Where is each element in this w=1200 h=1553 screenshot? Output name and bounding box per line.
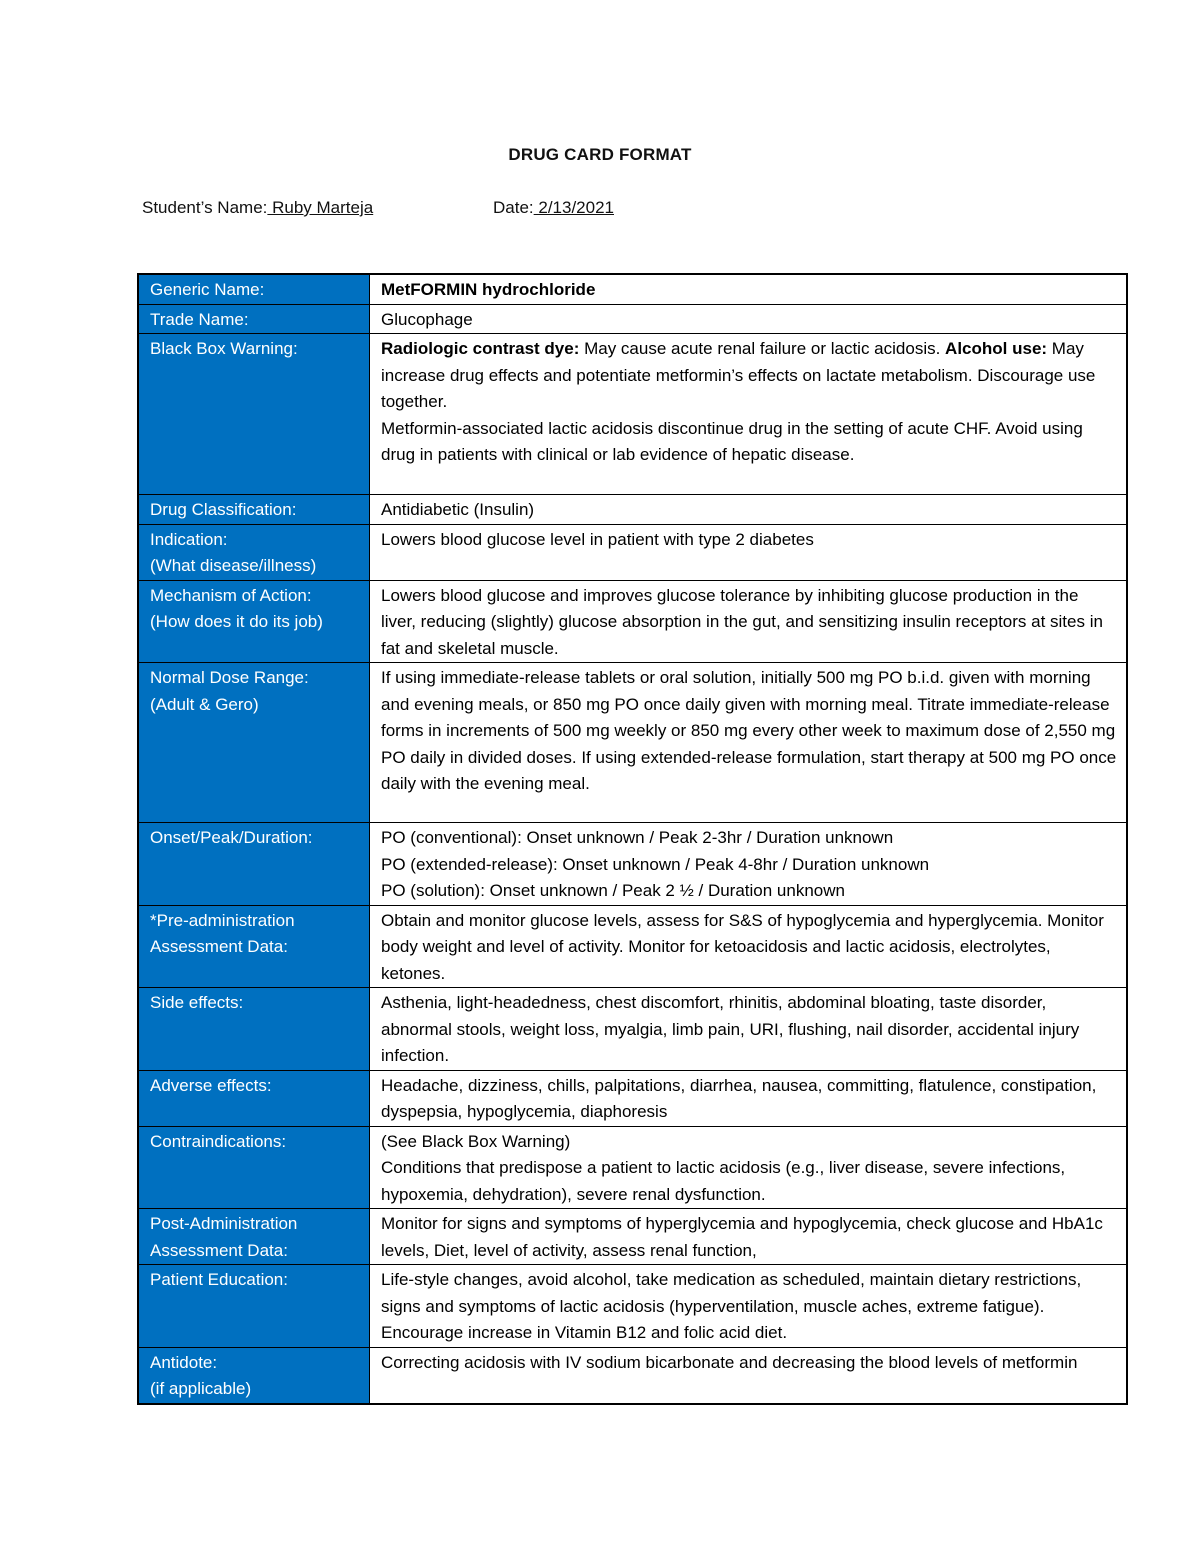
label-adverse-effects: Adverse effects: bbox=[138, 1070, 370, 1126]
row-mechanism-of-action bbox=[138, 580, 1127, 663]
label-generic-name: Generic Name: bbox=[138, 274, 370, 304]
row-post-administration bbox=[138, 1209, 1127, 1265]
student-info-line bbox=[142, 198, 614, 218]
label-black-box-warning: Black Box Warning: bbox=[138, 334, 370, 495]
value-drug-classification: Antidiabetic (Insulin) bbox=[370, 495, 1128, 525]
row-onset-peak-duration bbox=[138, 823, 1127, 906]
indication-label-line1: Indication: bbox=[150, 529, 228, 549]
indication-label-line2: (What disease/illness) bbox=[150, 556, 317, 575]
pre-admin-label-line2: Assessment Data: bbox=[150, 937, 288, 956]
date-label: Date: bbox=[493, 198, 534, 217]
value-generic-name bbox=[370, 274, 1128, 304]
drug-card-table bbox=[137, 273, 1128, 1405]
row-drug-classification bbox=[138, 495, 1127, 525]
value-black-box-warning bbox=[370, 334, 1128, 495]
page-title: DRUG CARD FORMAT bbox=[508, 145, 692, 164]
value-indication: Lowers blood glucose level in patient with type 2 diabetes bbox=[370, 524, 1128, 580]
antidote-label-line1: Antidote: bbox=[150, 1352, 218, 1372]
value-contraindications bbox=[370, 1126, 1128, 1209]
row-side-effects bbox=[138, 988, 1127, 1071]
generic-name-text: MetFORMIN hydrochloride bbox=[381, 280, 596, 299]
label-antidote bbox=[138, 1347, 370, 1404]
dose-label-line2: (Adult & Gero) bbox=[150, 694, 259, 714]
onset-conventional: PO (conventional): Onset unknown / Peak 2-3hr / Duration unknown bbox=[381, 828, 894, 847]
value-trade-name: Glucophage bbox=[370, 304, 1128, 334]
row-black-box-warning bbox=[138, 334, 1127, 495]
student-name-value: Ruby Marteja bbox=[267, 198, 374, 217]
row-generic-name bbox=[138, 274, 1127, 304]
row-patient-education bbox=[138, 1265, 1127, 1348]
bbw-alcohol-text: May increase drug effects and potentiate metformin’s effects on lactate metabolism. Discourage use together. bbox=[381, 339, 1096, 411]
value-adverse-effects: Headache, dizziness, chills, palpitations, diarrhea, nausea, committing, flatulence, constipation, dyspepsia, hypoglycemia, diaphoresis bbox=[370, 1070, 1128, 1126]
onset-extended-release: PO (extended-release): Onset unknown / Peak 4-8hr / Duration unknown bbox=[381, 854, 930, 874]
value-antidote: Correcting acidosis with IV sodium bicarbonate and decreasing the blood levels of metformin bbox=[370, 1347, 1128, 1404]
value-normal-dose-range: If using immediate-release tablets or oral solution, initially 500 mg PO b.i.d. given with morning and evening meals, or 850 mg PO once daily given with morning meal. Titrate immediate-release forms in increments of 500 mg weekly or 850 mg every other week to maximum dose of 2,550 mg PO daily in divided doses. If using extended-release formulation, start therapy at 500 mg PO once daily with the evening meal. bbox=[370, 663, 1128, 823]
contra-conditions: Conditions that predispose a patient to lactic acidosis (e.g., liver disease, severe infections, hypoxemia, dehydration), severe renal dysfunction. bbox=[381, 1158, 1066, 1204]
bbw-lactic-acidosis-text: Metformin-associated lactic acidosis discontinue drug in the setting of acute CHF. Avoid using drug in patients with clinical or lab evidence of hepatic disease. bbox=[381, 418, 1083, 464]
label-drug-classification: Drug Classification: bbox=[138, 495, 370, 525]
row-adverse-effects bbox=[138, 1070, 1127, 1126]
label-mechanism-of-action bbox=[138, 580, 370, 663]
label-pre-administration bbox=[138, 905, 370, 988]
pre-admin-label-line1: *Pre-administration bbox=[150, 910, 295, 930]
value-mechanism-of-action: Lowers blood glucose and improves glucose tolerance by inhibiting glucose production in the liver, reducing (slightly) glucose absorption in the gut, and sensitizing insulin receptors at sites in fat and skeletal muscle. bbox=[370, 580, 1128, 663]
row-trade-name bbox=[138, 304, 1127, 334]
antidote-label-line2: (if applicable) bbox=[150, 1379, 252, 1398]
row-antidote bbox=[138, 1347, 1127, 1404]
label-patient-education: Patient Education: bbox=[138, 1265, 370, 1348]
post-admin-label-line2: Assessment Data: bbox=[150, 1240, 288, 1260]
value-patient-education: Life-style changes, avoid alcohol, take medication as scheduled, maintain dietary restrictions, signs and symptoms of lactic acidosis (hyperventilation, muscle aches, extreme fatigue). Encourage increase in Vitamin B12 and folic acid diet. bbox=[370, 1265, 1128, 1348]
bbw-contrast-heading: Radiologic contrast dye: bbox=[381, 339, 580, 358]
mechanism-label-line2: (How does it do its job) bbox=[150, 612, 323, 631]
label-indication bbox=[138, 524, 370, 580]
contra-see-black-box: (See Black Box Warning) bbox=[381, 1131, 571, 1151]
value-side-effects: Asthenia, light-headedness, chest discomfort, rhinitis, abdominal bloating, taste disorder, abnormal stools, weight loss, myalgia, limb pain, URI, flushing, nail disorder, accidental injury infection. bbox=[370, 988, 1128, 1071]
value-post-administration: Monitor for signs and symptoms of hyperglycemia and hypoglycemia, check glucose and HbA1c levels, Diet, level of activity, assess renal function, bbox=[370, 1209, 1128, 1265]
label-post-administration bbox=[138, 1209, 370, 1265]
bbw-alcohol-heading: Alcohol use: bbox=[945, 339, 1048, 358]
post-admin-label-line1: Post-Administration bbox=[150, 1214, 298, 1233]
value-pre-administration: Obtain and monitor glucose levels, assess for S&S of hypoglycemia and hyperglycemia. Monitor body weight and level of activity. Monitor for ketoacidosis and lactic acidosis, electrolytes, ketones. bbox=[370, 905, 1128, 988]
date-group bbox=[493, 198, 614, 218]
bbw-contrast-text: May cause acute renal failure or lactic acidosis. bbox=[579, 339, 946, 358]
label-onset-peak-duration: Onset/Peak/Duration: bbox=[138, 823, 370, 906]
label-side-effects: Side effects: bbox=[138, 988, 370, 1071]
mechanism-label-line1: Mechanism of Action: bbox=[150, 585, 312, 605]
label-trade-name: Trade Name: bbox=[138, 304, 370, 334]
date-value: 2/13/2021 bbox=[533, 198, 614, 217]
value-onset-peak-duration bbox=[370, 823, 1128, 906]
row-pre-administration bbox=[138, 905, 1127, 988]
student-name-label: Student’s Name: bbox=[142, 198, 268, 217]
row-contraindications bbox=[138, 1126, 1127, 1209]
row-normal-dose-range bbox=[138, 663, 1127, 823]
label-contraindications: Contraindications: bbox=[138, 1126, 370, 1209]
row-indication bbox=[138, 524, 1127, 580]
onset-solution: PO (solution): Onset unknown / Peak 2 ½ / Duration unknown bbox=[381, 881, 845, 900]
label-normal-dose-range bbox=[138, 663, 370, 823]
dose-label-line1: Normal Dose Range: bbox=[150, 668, 309, 687]
